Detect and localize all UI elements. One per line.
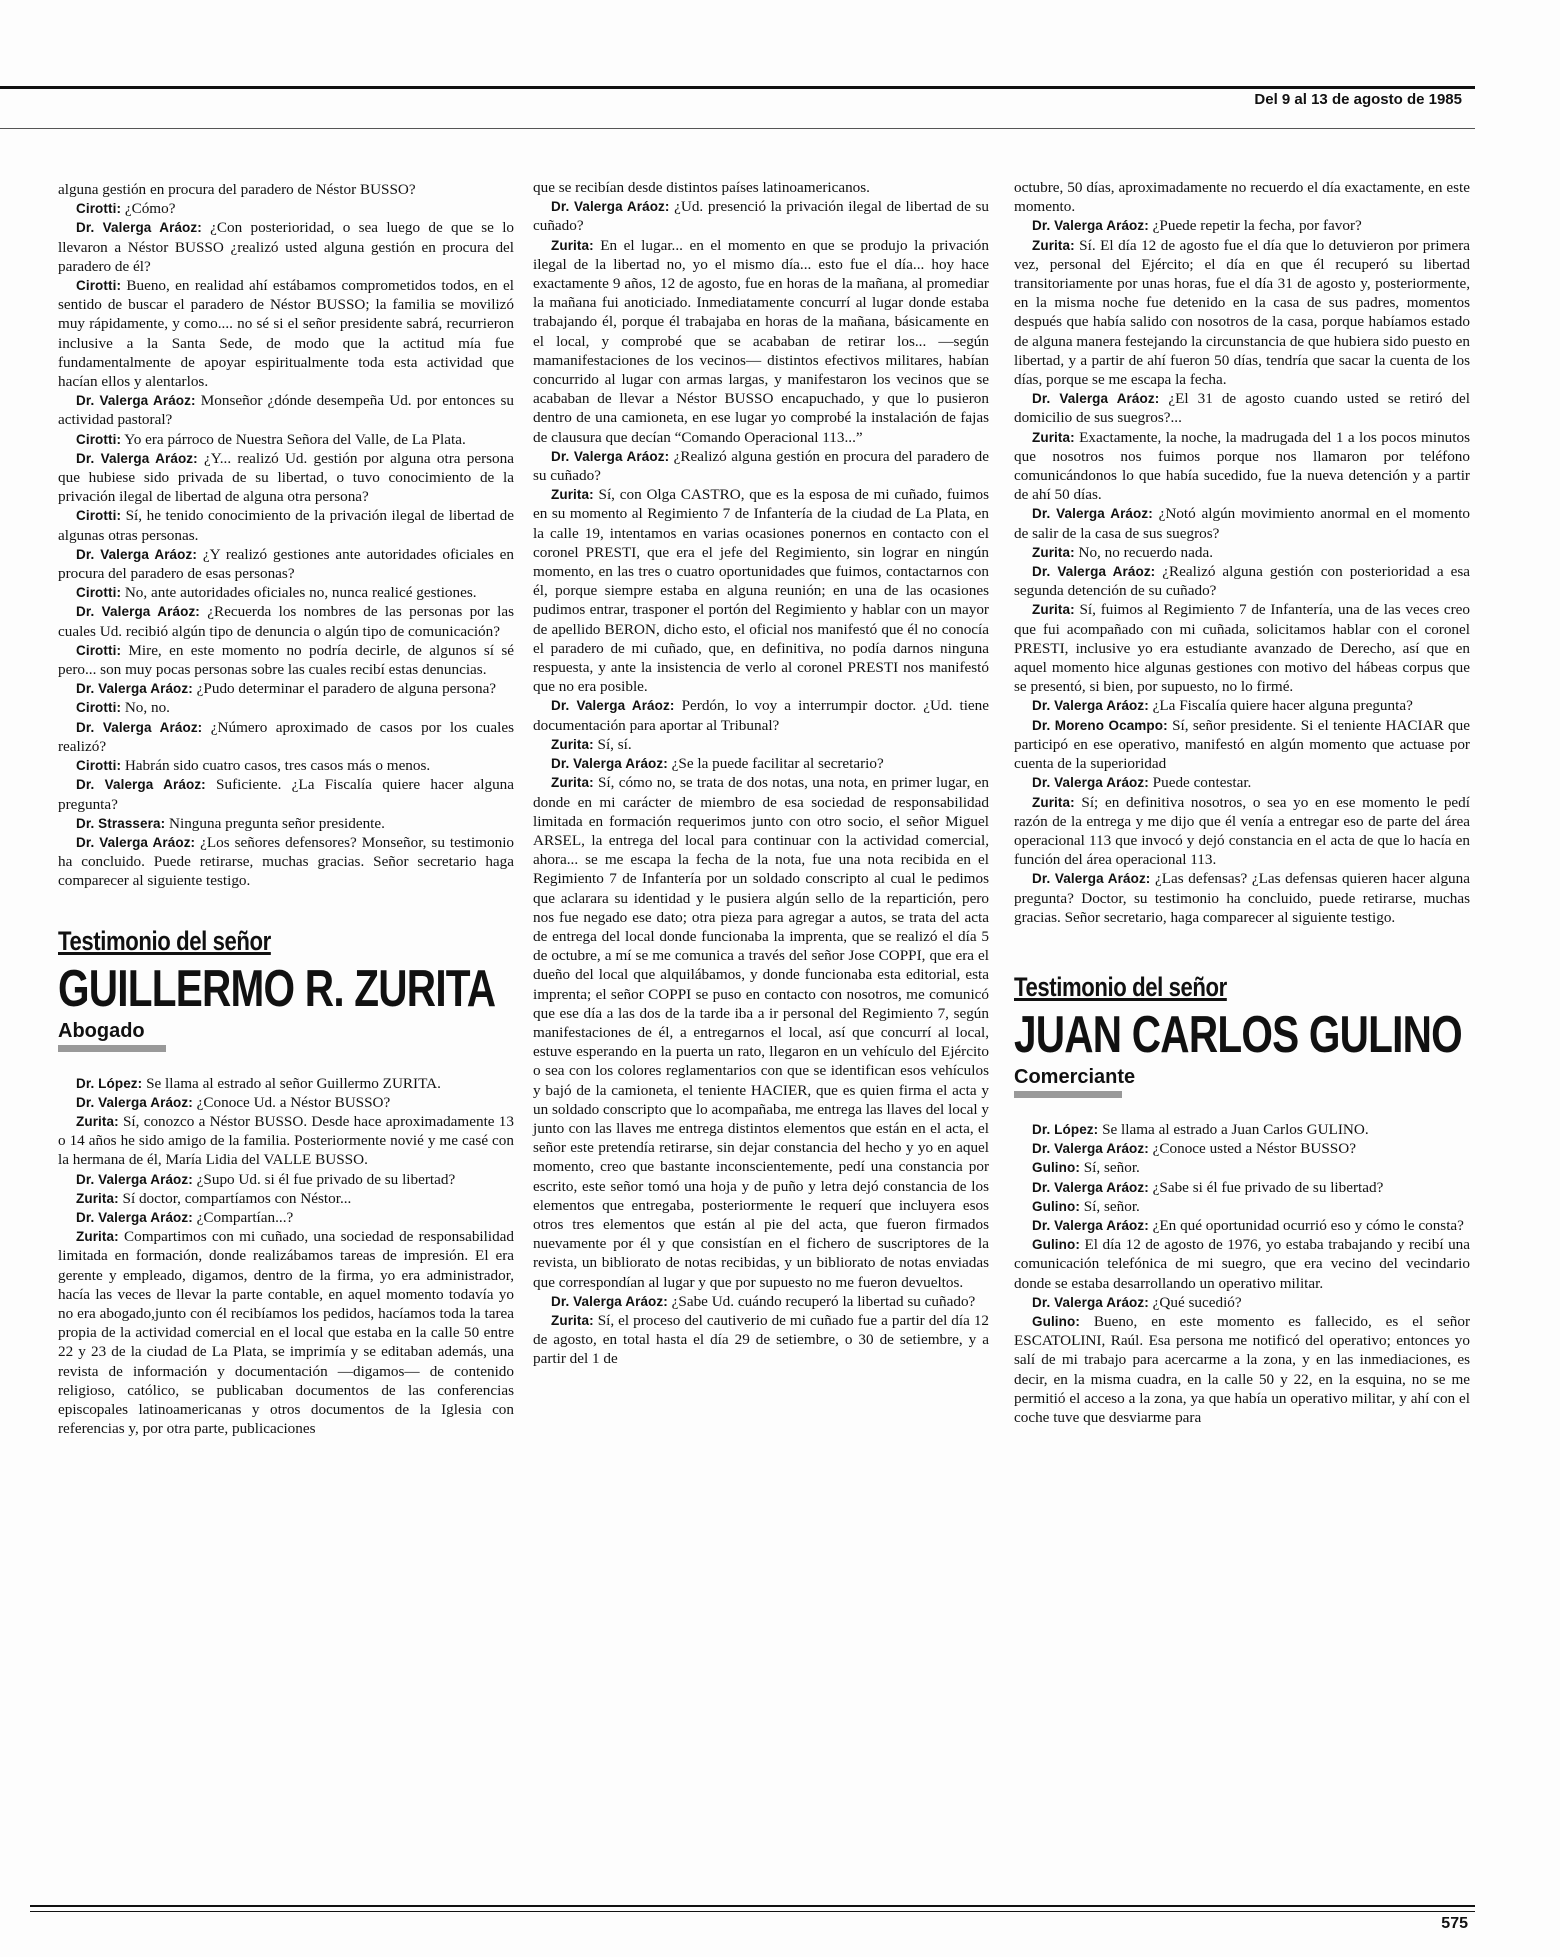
speaker-label: Zurita: bbox=[76, 1113, 119, 1129]
paragraph-text: ¿Supo Ud. si él fue privado de su libertad? bbox=[196, 1170, 456, 1188]
speaker-label: Cirotti: bbox=[76, 700, 122, 716]
speaker-label: Dr. Valerga Aráoz: bbox=[76, 220, 202, 236]
paragraph bbox=[533, 236, 989, 447]
speaker-label: Dr. Valerga Aráoz: bbox=[1032, 218, 1149, 234]
paragraph bbox=[1014, 236, 1470, 390]
page-number: 575 bbox=[1441, 1915, 1468, 1932]
paragraph bbox=[58, 698, 514, 717]
speaker-label: Zurita: bbox=[1032, 544, 1075, 560]
speaker-label: Dr. Valerga Aráoz: bbox=[1032, 871, 1151, 887]
speaker-label: Cirotti: bbox=[76, 642, 122, 658]
speaker-label: Dr. Valerga Aráoz: bbox=[76, 1094, 193, 1110]
paragraph-text: ¿Sabe Ud. cuándo recuperó la libertad su cuñado? bbox=[671, 1292, 976, 1310]
paragraph-text: Sí, señor. bbox=[1083, 1197, 1140, 1215]
paragraph bbox=[58, 679, 514, 698]
paragraph bbox=[1014, 178, 1470, 216]
paragraph-text: ¿Realizó alguna gestión en procura del paradero de su cuñado? bbox=[533, 447, 989, 485]
speaker-label: Zurita: bbox=[551, 775, 594, 791]
col3-top-text bbox=[1014, 178, 1470, 927]
speaker-label: Dr. Valerga Aráoz: bbox=[1032, 506, 1153, 522]
speaker-label: Cirotti: bbox=[76, 278, 122, 294]
speaker-label: Dr. Valerga Aráoz: bbox=[551, 199, 670, 215]
paragraph bbox=[58, 1074, 514, 1093]
paragraph-text: Sí. El día 12 de agosto fue el día que lo detuvieron por primera vez, personal del Ejército; el día en que él recuperó su libertad transitoriamente por unas horas, fue el día 31 de agosto y, posteriormente, en la misma noche fue detenido en la casa de sus padres, momentos después que había salido con nosotros de la casa, porque habíamos estado de alguna manera festejando la circunstancia de que hubiera sido puesto en libertad, y a partir de ahí fueron 50 días, tendría que sacar la cuenta de los días, porque se me escapa la fecha. bbox=[1014, 236, 1470, 389]
paragraph-text: ¿La Fiscalía quiere hacer alguna pregunta? bbox=[1152, 697, 1413, 715]
paragraph bbox=[58, 602, 514, 640]
paragraph-text: alguna gestión en procura del paradero de Néstor BUSSO? bbox=[58, 181, 416, 198]
speaker-label: Gulino: bbox=[1032, 1313, 1080, 1329]
paragraph bbox=[533, 447, 989, 485]
speaker-label: Zurita: bbox=[551, 487, 594, 503]
speaker-label: Dr. Valerga Aráoz: bbox=[1032, 775, 1149, 791]
paragraph bbox=[58, 545, 514, 583]
heading-kicker: Testimonio del señor bbox=[1014, 971, 1227, 1002]
witness-name: JUAN CARLOS GULINO bbox=[1014, 1005, 1462, 1064]
paragraph bbox=[1014, 1293, 1470, 1312]
top-rule bbox=[0, 86, 1475, 89]
witness-name: GUILLERMO R. ZURITA bbox=[58, 959, 496, 1018]
paragraph-text: ¿Ud. presenció la privación ilegal de libertad de su cuñado? bbox=[533, 198, 989, 235]
paragraph bbox=[533, 197, 989, 235]
paragraph bbox=[1014, 716, 1470, 774]
paragraph-text: Bueno, en este momento es fallecido, es el señor ESCATOLINI, Raúl. Esa persona me notificó del operativo; entonces yo salí de mi trabajo para acercarme a la zona, y en las inmediaciones, es decir, en la misma cuadra, en la calle 50 y 22, en la esquina, no se me permitió el acceso a la zona, ya que había un operativo militar, y ahí con el coche tuve que desviarme para bbox=[1014, 1312, 1470, 1426]
paragraph bbox=[1014, 562, 1470, 600]
paragraph-text: ¿El 31 de agosto cuando usted se retiró del domicilio de sus suegros?... bbox=[1014, 390, 1470, 427]
paragraph-text: ¿Con posterioridad, o sea luego de que se lo llevaron a Néstor BUSSO ¿realizó usted alguna gestión en procura del paradero de él? bbox=[58, 219, 515, 275]
paragraph bbox=[58, 756, 514, 775]
speaker-label: Dr. Valerga Aráoz: bbox=[76, 777, 206, 793]
speaker-label: Dr. Strassera: bbox=[76, 815, 166, 831]
speaker-label: Cirotti: bbox=[76, 758, 122, 774]
paragraph bbox=[533, 735, 989, 754]
paragraph bbox=[58, 276, 514, 391]
paragraph-text: ¿Conoce usted a Néstor BUSSO? bbox=[1152, 1140, 1356, 1158]
paragraph-text: Yo era párroco de Nuestra Señora del Valle, de La Plata. bbox=[124, 430, 466, 448]
speaker-label: Dr. Valerga Aráoz: bbox=[76, 1209, 193, 1225]
heading-bar bbox=[1014, 1091, 1122, 1098]
paragraph bbox=[58, 1208, 514, 1227]
paragraph-text: ¿Los señores defensores? Monseñor, su testimonio ha concluido. Puede retirarse, muchas gracias. Señor secretario haga comparecer al siguiente testigo. bbox=[58, 833, 515, 890]
speaker-label: Zurita: bbox=[1032, 429, 1075, 445]
paragraph-text: Ninguna pregunta señor presidente. bbox=[169, 814, 385, 832]
paragraph-text: ¿Sabe si él fue privado de su libertad? bbox=[1152, 1178, 1384, 1196]
heading-kicker: Testimonio del señor bbox=[58, 925, 271, 956]
speaker-label: Dr. Valerga Aráoz: bbox=[551, 1293, 668, 1309]
bottom-rule-2 bbox=[30, 1911, 1475, 1912]
speaker-label: Dr. Valerga Aráoz: bbox=[551, 698, 675, 714]
speaker-label: Dr. Valerga Aráoz: bbox=[76, 546, 197, 562]
paragraph bbox=[1014, 543, 1470, 562]
paragraph-text: Sí, sí. bbox=[597, 735, 632, 753]
col1-top-text bbox=[58, 180, 514, 891]
paragraph-text: Sí, conozco a Néstor BUSSO. Desde hace aproximadamente 13 o 14 años he sido amigo de la familia. Posteriormente novié y me casé con la hermana de él, María Lidia del VALLE BUSSO. bbox=[58, 1112, 514, 1169]
speaker-label: Dr. Valerga Aráoz: bbox=[1032, 391, 1160, 407]
paragraph-text: Se llama al estrado al señor Guillermo ZURITA. bbox=[146, 1074, 441, 1092]
paragraph-text: Sí, cómo no, se trata de dos notas, una nota, en primer lugar, en donde en mi carácter de miembro de esa sociedad de responsabilidad limitada en formación requerimos junto con otro socio, el señor Miguel ARSEL, la entrega del local para continuar con la actividad comercial, ahora... se me escapa la fecha de la nota, fue una nota recibida en el Regimiento 7 de Infantería por un soldado conscripto al cual le pedimos que aclarara su identidad y le pusiera algún sello de la repartición, pero nos fue negado ese dato; otra pieza para agregar a autos, se trata del acta de entrega del local donde funcionaba la imprenta, que se realizó el día 5 de octubre, a mí se me comunica a través del señor Jose COPPI, que era el dueño del local que alquilábamos, y donde funcionaba esta editorial, esta imprenta; el señor COPPI se puso en contacto con nosotros, me comunicó que ese día a las dos de la tarde iba a ir personal del Regimiento 7, según manifestaciones de él, a entregarnos el local, así que concurrí al local, estuve esperando en la puerta un rato, llegaron en un vehículo del Ejército o sea con los colores reglamentarios con que se identifican esos vehículos y bajó de la camioneta, el teniente HACIER, que es quien firma el acta y un soldado conscripto que lo acompañaba, me entrega las llaves del local y junto con las llaves me entrega distintos elementos que están en el acta, el señor este pretendía retirarse, sin dejar constancia del hecho y yo en aquel momento, creo que bastante inconscientemente, pedí una constancia por escrito, este señor tomó una hoja y de puño y letra dejó constancia de los elementos que entregaba, posteriormente le requerí que incluyera esos otros tres elementos que están al pie del acta, que fueron firmados nuevamente por él y que consistían en el fichero de suscriptores de la revista, un bibliorato de notas recibidas, y un bibliorato de notas enviadas que correspondían al lugar y que por supuesto no me fueron devueltos. bbox=[533, 774, 990, 1291]
paragraph bbox=[1014, 504, 1470, 542]
paragraph-text: ¿Compartían...? bbox=[196, 1208, 294, 1226]
paragraph bbox=[58, 199, 514, 218]
paragraph-text: Exactamente, la noche, la madrugada del 1 a los pocos minutos que nosotros nos fuimos porque nos llamaron por teléfono comunicándonos lo que había sucedido, fue la nueva detención y a partir de ahí 50 días. bbox=[1014, 428, 1470, 504]
paragraph bbox=[533, 754, 989, 773]
paragraph bbox=[1014, 869, 1470, 927]
speaker-label: Dr. Valerga Aráoz: bbox=[1032, 1141, 1149, 1157]
speaker-label: Zurita: bbox=[551, 237, 594, 253]
paragraph-text: Sí; en definitiva nosotros, o sea yo en ese momento le pedí razón de la entrega y me dijo que él venía a entregar eso de parte del área operacional 113 que invocó y dejó constancia en el acta de que lo hacía en función del área operacional 113. bbox=[1014, 793, 1470, 869]
speaker-label: Dr. Valerga Aráoz: bbox=[76, 719, 203, 735]
paragraph bbox=[58, 833, 514, 891]
speaker-label: Zurita: bbox=[551, 1312, 594, 1328]
paragraph bbox=[1014, 1235, 1470, 1293]
speaker-label: Zurita: bbox=[1032, 237, 1075, 253]
paragraph bbox=[58, 218, 514, 276]
paragraph-text: Sí, he tenido conocimiento de la privación ilegal de libertad de algunas otras personas. bbox=[58, 507, 514, 544]
paragraph bbox=[1014, 600, 1470, 696]
paragraph bbox=[1014, 389, 1470, 427]
paragraph-text: Sí, señor. bbox=[1083, 1159, 1140, 1177]
paragraph bbox=[58, 641, 514, 679]
paragraph-text: ¿Qué sucedió? bbox=[1152, 1293, 1242, 1311]
paragraph-text: ¿Se la puede facilitar al secretario? bbox=[671, 755, 884, 773]
speaker-label: Dr. Valerga Aráoz: bbox=[1032, 698, 1149, 714]
speaker-label: Cirotti: bbox=[76, 431, 122, 447]
issue-date: Del 9 al 13 de agosto de 1985 bbox=[1254, 91, 1462, 108]
speaker-label: Dr. Valerga Aráoz: bbox=[1032, 1179, 1149, 1195]
paragraph bbox=[1014, 1120, 1470, 1139]
column-2 bbox=[533, 178, 989, 1369]
speaker-label: Zurita: bbox=[1032, 602, 1075, 618]
speaker-label: Cirotti: bbox=[76, 585, 122, 601]
speaker-label: Zurita: bbox=[76, 1190, 119, 1206]
testimony-heading-gulino bbox=[1014, 971, 1470, 1098]
speaker-label: Dr. Valerga Aráoz: bbox=[551, 756, 668, 772]
speaker-label: Dr. Valerga Aráoz: bbox=[1032, 1294, 1149, 1310]
speaker-label: Dr. Valerga Aráoz: bbox=[1032, 1217, 1149, 1233]
speaker-label: Dr. Valerga Aráoz: bbox=[76, 604, 200, 620]
paragraph-text: ¿Notó algún movimiento anormal en el momento de salir de la casa de sus suegros? bbox=[1014, 505, 1471, 542]
paragraph-text: ¿Pudo determinar el paradero de alguna persona? bbox=[196, 680, 497, 698]
speaker-label: Dr. Valerga Aráoz: bbox=[76, 450, 198, 466]
paragraph bbox=[1014, 1312, 1470, 1427]
paragraph bbox=[1014, 773, 1470, 792]
paragraph-text: octubre, 50 días, aproximadamente no recuerdo el día exactamente, en este momento. bbox=[1014, 179, 1470, 216]
paragraph-text: No, no recuerdo nada. bbox=[1078, 543, 1214, 561]
paragraph bbox=[533, 178, 989, 197]
column-1 bbox=[58, 180, 514, 1438]
speaker-label: Gulino: bbox=[1032, 1198, 1080, 1214]
paragraph-text: Suficiente. ¿La Fiscalía quiere hacer alguna pregunta? bbox=[58, 776, 515, 813]
paragraph-text: Puede contestar. bbox=[1152, 774, 1252, 792]
speaker-label: Dr. Valerga Aráoz: bbox=[1032, 564, 1156, 580]
paragraph bbox=[58, 391, 514, 429]
col1-bottom-text bbox=[58, 1074, 514, 1439]
paragraph bbox=[533, 1292, 989, 1311]
paragraph bbox=[58, 430, 514, 449]
paragraph bbox=[58, 449, 514, 507]
paragraph-text: No, ante autoridades oficiales no, nunca realicé gestiones. bbox=[124, 584, 477, 602]
heading-bar bbox=[58, 1045, 166, 1052]
speaker-label: Cirotti: bbox=[76, 201, 122, 217]
column-3 bbox=[1014, 178, 1470, 1427]
paragraph bbox=[533, 773, 989, 1291]
speaker-label: Dr. Valerga Aráoz: bbox=[76, 681, 193, 697]
header-rule bbox=[0, 128, 1475, 129]
paragraph bbox=[1014, 216, 1470, 235]
paragraph-text: Monseñor ¿dónde desempeña Ud. por entonces su actividad pastoral? bbox=[58, 392, 515, 429]
paragraph-text: ¿Realizó alguna gestión con posterioridad a esa segunda detención de su cuñado? bbox=[1014, 563, 1470, 600]
speaker-label: Gulino: bbox=[1032, 1160, 1080, 1176]
paragraph bbox=[58, 1170, 514, 1189]
paragraph-text: Sí, el proceso del cautiverio de mi cuñado fue a partir del día 12 de agosto, en total hasta el día 29 de setiembre, o 30 de setiembre, y a partir del 1 de bbox=[533, 1311, 990, 1368]
paragraph bbox=[58, 1227, 514, 1438]
paragraph bbox=[533, 485, 989, 696]
speaker-label: Dr. Valerga Aráoz: bbox=[76, 393, 196, 409]
paragraph bbox=[1014, 1197, 1470, 1216]
speaker-label: Gulino: bbox=[1032, 1237, 1080, 1253]
paragraph bbox=[58, 1093, 514, 1112]
paragraph-text: Sí, señor presidente. Si el teniente HACIAR que participó en ese operativo, manifestó en algún momento que actuase por cuenta de la superioridad bbox=[1014, 716, 1470, 773]
speaker-label: Dr. López: bbox=[1032, 1121, 1099, 1137]
paragraph-text: ¿Las defensas? ¿Las defensas quieren hacer alguna pregunta? Doctor, su testimonio ha concluido, puede retirarse, muchas gracias. Señor secretario, haga comparecer al siguiente testigo. bbox=[1014, 870, 1470, 926]
paragraph-text: ¿Cómo? bbox=[124, 200, 176, 218]
speaker-label: Zurita: bbox=[76, 1229, 119, 1245]
paragraph bbox=[1014, 1178, 1470, 1197]
speaker-label: Dr. López: bbox=[76, 1075, 143, 1091]
speaker-label: Dr. Valerga Aráoz: bbox=[551, 448, 670, 464]
speaker-label: Zurita: bbox=[551, 736, 594, 752]
paragraph bbox=[58, 506, 514, 544]
paragraph-text: Se llama al estrado a Juan Carlos GULINO. bbox=[1102, 1120, 1369, 1138]
speaker-label: Dr. Valerga Aráoz: bbox=[76, 834, 196, 850]
speaker-label: Dr. Valerga Aráoz: bbox=[76, 1171, 193, 1187]
paragraph bbox=[1014, 1216, 1470, 1235]
col2-text bbox=[533, 178, 989, 1369]
paragraph-text: No, no. bbox=[124, 699, 170, 717]
paragraph bbox=[58, 775, 514, 813]
paragraph bbox=[58, 1112, 514, 1170]
paragraph-text: ¿Y realizó gestiones ante autoridades oficiales en procura del paradero de esas personas? bbox=[58, 545, 515, 583]
paragraph bbox=[58, 814, 514, 833]
paragraph bbox=[1014, 1139, 1470, 1158]
paragraph-text: ¿Puede repetir la fecha, por favor? bbox=[1152, 217, 1362, 235]
witness-profession: Comerciante bbox=[1014, 1065, 1136, 1088]
paragraph bbox=[1014, 793, 1470, 870]
paragraph-text: ¿Y... realizó Ud. gestión por alguna otra persona que hubiese sido privada de su libertad, o tuvo conocimiento de la privación ilegal de libertad de alguna otra persona? bbox=[58, 449, 514, 506]
paragraph-text: Bueno, en realidad ahí estábamos comprometidos todos, en el sentido de buscar el paradero de Néstor BUSSO; la familia se movilizó muy rápidamente, y como.... no sé si el señor presidente sabrá, recurrieron inclusive a la Santa Sede, de modo que la actitud mía fue fundamentalmente de apoyar espiritualmente toda esta actividad que hacían ellos y alentarlos. bbox=[58, 277, 514, 391]
paragraph bbox=[533, 696, 989, 734]
paragraph-text: Sí, con Olga CASTRO, que es la esposa de mi cuñado, fuimos en su momento al Regimiento 7 de Infantería de la ciudad de La Plata, en la calle 19, intentamos en varias ocasiones ponernos en contacto con el coronel PRESTI, que era el jefe del Regimiento, sin lograr en ningún momento, en las tres o cuatro oportunidades que fuimos, contactarnos con él, porque siempre estaba en alguna reunión; en una de las ocasiones pudimos entrar, trasponer el portón del Regimiento y hablar con un mayor de apellido BERON, dicho esto, el oficial nos manifestó que él no conocía el paradero de mi cuñado, que, en definitiva, no podía darnos ninguna respuesta, y ante la insistencia de verlo al coronel PRESTI nos manifestó que no era posible. bbox=[533, 486, 990, 696]
paragraph bbox=[58, 718, 514, 756]
paragraph-text: Sí, fuimos al Regimiento 7 de Infantería, una de las veces creo que fui acompañado con mi cuñada, solicitamos hablar con el coronel PRESTI, inclusive yo era estudiante avanzado de Derecho, así que en aquel momento hice algunas gestiones con motivo del hábeas corpus que se presentó, si bien, por supuesto, no lo firmé. bbox=[1014, 601, 1471, 696]
paragraph-text: Perdón, lo voy a interrumpir doctor. ¿Ud. tiene documentación para aportar al Tribunal? bbox=[533, 697, 989, 734]
paragraph bbox=[1014, 1158, 1470, 1177]
paragraph-text: Habrán sido cuatro casos, tres casos más o menos. bbox=[124, 757, 431, 775]
paragraph bbox=[58, 1189, 514, 1208]
speaker-label: Zurita: bbox=[1032, 794, 1075, 810]
paragraph-text: ¿Recuerda los nombres de las personas por las cuales Ud. recibió algún tipo de denuncia o algún tipo de comunicación? bbox=[58, 603, 514, 640]
paragraph-text: Mire, en este momento no podría decirle, de algunos sí sé pero... son muy pocas personas sobre las cuales recibí estas denuncias. bbox=[58, 641, 515, 679]
paragraph-text: ¿En qué oportunidad ocurrió eso y cómo le consta? bbox=[1152, 1216, 1464, 1234]
speaker-label: Dr. Moreno Ocampo: bbox=[1032, 717, 1168, 733]
paragraph bbox=[58, 583, 514, 602]
paragraph-text: En el lugar... en el momento en que se produjo la privación ilegal de la libertad no, yo el mismo día... esto fue el día... hoy hace exactamente 9 años, 12 de agosto, fue en horas de la mañana, al promediar la mañana fui anoticiado. Inmediatamente concurrí al lugar donde estaba trabajando él, porque él trabajaba en horas de la mañana, básicamente en el local, y comprobé que se acababan de retirar los... —según mamanifestaciones de los vecinos— distintos efectivos militares, habían concurrido al lugar con armas largas, y manifestaron los vecinos que se acababan de llevar a Néstor BUSSO encapuchado, y que lo pusieron dentro de una camioneta, en ese lugar yo comprobé la instalación de fajas de clausura que decían “Comando Operacional 113...” bbox=[533, 236, 989, 446]
paragraph bbox=[533, 1311, 989, 1369]
paragraph-text: Compartimos con mi cuñado, una sociedad de responsabilidad limitada en formación, donde realizábamos tareas de impresión. El era gerente y empleado, digamos, dentro de la firma, yo era administrador, hacía las veces de llevar la parte contable, en aquel momento todavía yo no era abogado,junto con él recibíamos los pedidos, hacíamos toda la tarea propia de la actividad comercial en el local que estaba en la calle 50 entre 22 y 23 de la ciudad de La Plata, se imprimía y se editaban además, una revista de información y documentación —digamos— de contenido religioso, católico, se publicaban documentos de las conferencias episcopales latinoamericanas y otros documentos de la Iglesia con referencias y, por otra parte, publicaciones bbox=[58, 1228, 515, 1438]
testimony-heading-zurita bbox=[58, 925, 514, 1052]
paragraph bbox=[1014, 696, 1470, 715]
paragraph-text: ¿Número aproximado de casos por los cuales realizó? bbox=[58, 718, 514, 755]
bottom-rule-1 bbox=[30, 1905, 1475, 1907]
col3-bottom-text bbox=[1014, 1120, 1470, 1427]
paragraph-text: El día 12 de agosto de 1976, yo estaba trabajando y recibí una comunicación telefónica de mi suegro, que era vecino del vecindario donde se estaba desarrollando un operativo militar. bbox=[1014, 1236, 1471, 1292]
paragraph bbox=[58, 180, 514, 199]
paragraph-text: ¿Conoce Ud. a Néstor BUSSO? bbox=[196, 1093, 391, 1111]
speaker-label: Cirotti: bbox=[76, 508, 122, 524]
paragraph-text: que se recibían desde distintos países latinoamericanos. bbox=[533, 179, 870, 196]
paragraph bbox=[1014, 428, 1470, 505]
witness-profession: Abogado bbox=[58, 1019, 145, 1042]
paragraph-text: Sí doctor, compartíamos con Néstor... bbox=[122, 1189, 352, 1207]
